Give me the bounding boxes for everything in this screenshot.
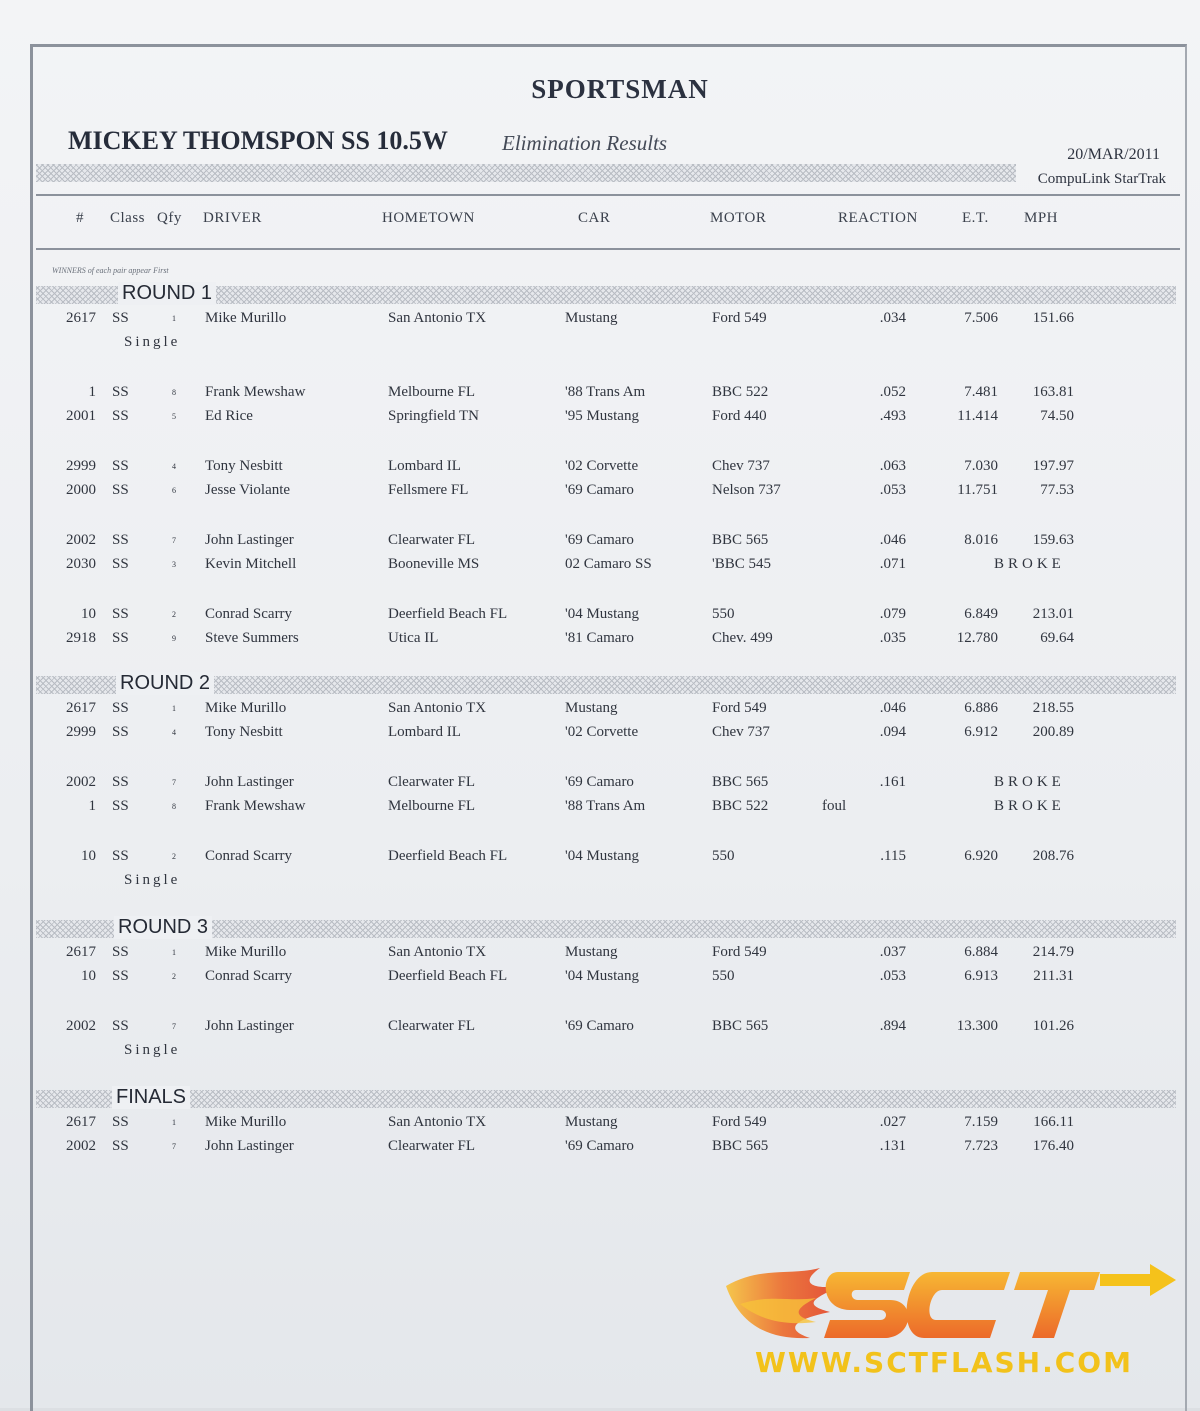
elapsed-time: 11.414 <box>957 408 998 424</box>
motor: Chev 737 <box>712 458 770 474</box>
car-model: '04 Mustang <box>565 968 639 984</box>
qualifying-position: 1 <box>172 1118 176 1127</box>
hometown: Melbourne FL <box>388 798 476 814</box>
car-number: 2002 <box>66 1138 96 1154</box>
car-number: 2999 <box>66 724 96 740</box>
car-model: '69 Camaro <box>565 532 634 548</box>
motor: Nelson 737 <box>712 482 781 498</box>
motor: BBC 522 <box>712 798 769 814</box>
class: SS <box>112 532 129 548</box>
speed-mph: 176.40 <box>1032 1138 1074 1154</box>
car-number: 2999 <box>66 458 96 474</box>
hometown: Melbourne FL <box>388 384 476 400</box>
reaction-time: .894 <box>879 1018 906 1034</box>
reaction-time: .034 <box>879 310 906 326</box>
elapsed-time: 6.920 <box>964 848 998 864</box>
car-model: Mustang <box>565 310 618 326</box>
reaction-time: .063 <box>879 458 906 474</box>
reaction-time: .027 <box>879 1114 906 1130</box>
car-number: 2617 <box>66 700 96 716</box>
qualifying-position: 1 <box>172 948 176 957</box>
single-run-label: Single <box>124 872 181 888</box>
elapsed-time: 7.723 <box>964 1138 998 1154</box>
car-model: '95 Mustang <box>565 408 639 424</box>
motor: Ford 549 <box>712 944 767 960</box>
reaction-time: .115 <box>880 848 906 864</box>
car-number: 2002 <box>66 774 96 790</box>
class: SS <box>112 848 129 864</box>
speed-mph: 200.89 <box>1032 724 1074 740</box>
car-number: 2001 <box>66 408 96 424</box>
speed-mph: 77.53 <box>1040 482 1074 498</box>
qualifying-position: 1 <box>172 704 176 713</box>
motor: Ford 549 <box>712 700 767 716</box>
reaction-time: .079 <box>879 606 906 622</box>
car-model: '04 Mustang <box>565 848 639 864</box>
motor: BBC 522 <box>712 384 769 400</box>
qualifying-position: 9 <box>172 634 176 643</box>
motor: 550 <box>712 606 735 622</box>
elapsed-time: 7.481 <box>964 384 998 400</box>
motor: BBC 565 <box>712 774 769 790</box>
driver-name: Mike Murillo <box>205 944 287 960</box>
speed-mph: 211.31 <box>1033 968 1074 984</box>
reaction-time: .037 <box>879 944 906 960</box>
driver-name: Mike Murillo <box>205 310 287 326</box>
header-rule-bottom <box>36 248 1180 250</box>
speed-mph: 208.76 <box>1032 848 1074 864</box>
broke-result: BROKE <box>994 798 1065 814</box>
driver-name: Ed Rice <box>205 408 253 424</box>
qualifying-position: 7 <box>172 778 176 787</box>
round-label: ROUND 3 <box>114 916 212 939</box>
hometown: Clearwater FL <box>388 1138 476 1154</box>
hometown: San Antonio TX <box>388 310 487 326</box>
class: SS <box>112 1018 129 1034</box>
car-model: '88 Trans Am <box>565 798 646 814</box>
column-header: Qfy <box>157 210 182 226</box>
column-header: DRIVER <box>203 210 262 226</box>
class: SS <box>112 798 129 814</box>
reaction-time: .493 <box>879 408 906 424</box>
qualifying-position: 2 <box>172 852 176 861</box>
car-number: 2617 <box>66 1114 96 1130</box>
car-number: 2617 <box>66 310 96 326</box>
elapsed-time: 6.912 <box>964 724 998 740</box>
motor: Chev. 499 <box>712 630 773 646</box>
class: SS <box>112 700 129 716</box>
driver-name: Conrad Scarry <box>205 606 293 622</box>
round-label: FINALS <box>112 1086 190 1109</box>
elapsed-time: 13.300 <box>956 1018 998 1034</box>
speed-mph: 163.81 <box>1032 384 1074 400</box>
speed-mph: 151.66 <box>1032 310 1074 326</box>
car-model: '02 Corvette <box>565 458 639 474</box>
reaction-time: .131 <box>879 1138 906 1154</box>
qualifying-position: 3 <box>172 560 176 569</box>
class: SS <box>112 556 129 572</box>
hometown: Clearwater FL <box>388 532 476 548</box>
hometown: Springfield TN <box>388 408 479 424</box>
car-model: '81 Camaro <box>565 630 634 646</box>
qualifying-position: 8 <box>172 388 176 397</box>
qualifying-position: 5 <box>172 412 176 421</box>
speed-mph: 197.97 <box>1032 458 1074 474</box>
class: SS <box>112 606 129 622</box>
class: SS <box>112 408 129 424</box>
car-number: 2002 <box>66 532 96 548</box>
car-number: 10 <box>81 606 96 622</box>
car-model: '69 Camaro <box>565 774 634 790</box>
motor: 'BBC 545 <box>712 556 771 572</box>
motor: Ford 549 <box>712 1114 767 1130</box>
car-model: '04 Mustang <box>565 606 639 622</box>
driver-name: John Lastinger <box>205 774 294 790</box>
timing-brand: CompuLink StarTrak <box>1037 171 1166 187</box>
car-number: 10 <box>81 848 96 864</box>
driver-name: Steve Summers <box>205 630 299 646</box>
qualifying-position: 7 <box>172 1022 176 1031</box>
broke-result: BROKE <box>994 774 1065 790</box>
class: SS <box>112 384 129 400</box>
single-run-label: Single <box>124 1042 181 1058</box>
motor: BBC 565 <box>712 532 769 548</box>
car-model: Mustang <box>565 700 618 716</box>
speed-mph: 101.26 <box>1032 1018 1074 1034</box>
hometown: San Antonio TX <box>388 700 487 716</box>
winners-note: WINNERS of each pair appear First <box>52 266 169 275</box>
hometown: Utica IL <box>388 630 439 646</box>
motor: BBC 565 <box>712 1138 769 1154</box>
round-label: ROUND 2 <box>116 672 214 695</box>
broke-result: BROKE <box>994 556 1065 572</box>
class: SS <box>112 630 129 646</box>
car-model: '69 Camaro <box>565 1138 634 1154</box>
column-header: MPH <box>1024 210 1059 226</box>
motor: BBC 565 <box>712 1018 769 1034</box>
event-subtitle: Elimination Results <box>502 131 668 155</box>
driver-name: Frank Mewshaw <box>205 798 306 814</box>
class: SS <box>112 774 129 790</box>
car-model: Mustang <box>565 1114 618 1130</box>
elapsed-time: 6.913 <box>964 968 998 984</box>
driver-name: John Lastinger <box>205 532 294 548</box>
column-header: REACTION <box>838 210 918 226</box>
qualifying-position: 4 <box>172 728 176 737</box>
elapsed-time: 6.886 <box>964 700 998 716</box>
hometown: Fellsmere FL <box>388 482 469 498</box>
column-header: E.T. <box>962 210 989 226</box>
hometown: Lombard IL <box>388 458 461 474</box>
hometown: Booneville MS <box>388 556 480 572</box>
round-hatch-band <box>36 1090 1176 1108</box>
driver-name: John Lastinger <box>205 1138 294 1154</box>
elapsed-time: 6.849 <box>964 606 998 622</box>
elapsed-time: 7.030 <box>964 458 998 474</box>
driver-name: Kevin Mitchell <box>205 556 297 572</box>
car-number: 10 <box>81 968 96 984</box>
car-number: 2617 <box>66 944 96 960</box>
elapsed-time: 7.506 <box>964 310 998 326</box>
class: SS <box>112 1114 129 1130</box>
elapsed-time: 7.159 <box>964 1114 998 1130</box>
driver-name: Conrad Scarry <box>205 848 293 864</box>
round-label: ROUND 1 <box>118 282 216 305</box>
elapsed-time: 11.751 <box>957 482 998 498</box>
qualifying-position: 6 <box>172 486 176 495</box>
qualifying-position: 4 <box>172 462 176 471</box>
motor: 550 <box>712 968 735 984</box>
qualifying-position: 1 <box>172 314 176 323</box>
logo-url: WWW.SCTFLASH.COM <box>755 1346 1133 1379</box>
reaction-time: .035 <box>879 630 906 646</box>
motor: Ford 549 <box>712 310 767 326</box>
driver-name: Mike Murillo <box>205 700 287 716</box>
driver-name: John Lastinger <box>205 1018 294 1034</box>
car-number: 2918 <box>66 630 96 646</box>
car-model: Mustang <box>565 944 618 960</box>
reaction-time: .053 <box>879 968 906 984</box>
speed-mph: 214.79 <box>1032 944 1074 960</box>
car-number: 1 <box>88 384 96 400</box>
qualifying-position: 2 <box>172 610 176 619</box>
elapsed-time: 8.016 <box>964 532 998 548</box>
speed-mph: 159.63 <box>1032 532 1074 548</box>
column-header: HOMETOWN <box>382 210 475 226</box>
elapsed-time: 6.884 <box>964 944 998 960</box>
speed-mph: 213.01 <box>1032 606 1074 622</box>
column-header: CAR <box>578 210 611 226</box>
class: SS <box>112 968 129 984</box>
hometown: Deerfield Beach FL <box>388 606 508 622</box>
speed-mph: 69.64 <box>1040 630 1074 646</box>
hometown: Lombard IL <box>388 724 461 740</box>
foul-flag: foul <box>822 798 847 814</box>
class: SS <box>112 482 129 498</box>
header-rule-top <box>36 194 1180 196</box>
hometown: Clearwater FL <box>388 774 476 790</box>
column-header: MOTOR <box>710 210 767 226</box>
qualifying-position: 2 <box>172 972 176 981</box>
car-model: '69 Camaro <box>565 1018 634 1034</box>
hometown: Deerfield Beach FL <box>388 968 508 984</box>
driver-name: Tony Nesbitt <box>205 458 283 474</box>
hometown: Deerfield Beach FL <box>388 848 508 864</box>
car-number: 2030 <box>66 556 96 572</box>
motor: Chev 737 <box>712 724 770 740</box>
driver-name: Mike Murillo <box>205 1114 287 1130</box>
reaction-time: .053 <box>879 482 906 498</box>
class: SS <box>112 310 129 326</box>
driver-name: Tony Nesbitt <box>205 724 283 740</box>
hometown: San Antonio TX <box>388 944 487 960</box>
event-title: MICKEY THOMSPON SS 10.5W <box>68 126 448 155</box>
qualifying-position: 7 <box>172 536 176 545</box>
driver-name: Frank Mewshaw <box>205 384 306 400</box>
hometown: Clearwater FL <box>388 1018 476 1034</box>
class: SS <box>112 944 129 960</box>
event-date: 20/MAR/2011 <box>1067 146 1160 163</box>
car-number: 2000 <box>66 482 96 498</box>
elapsed-time: 12.780 <box>956 630 998 646</box>
driver-name: Jesse Violante <box>205 482 291 498</box>
class: SS <box>112 724 129 740</box>
qualifying-position: 7 <box>172 1142 176 1151</box>
class: SS <box>112 458 129 474</box>
single-run-label: Single <box>124 334 181 350</box>
qualifying-position: 8 <box>172 802 176 811</box>
car-number: 2002 <box>66 1018 96 1034</box>
speed-mph: 218.55 <box>1032 700 1074 716</box>
sct-logo-letters <box>824 1272 1100 1338</box>
column-header: # <box>76 210 84 226</box>
reaction-time: .046 <box>879 700 906 716</box>
motor: 550 <box>712 848 735 864</box>
reaction-time: .161 <box>879 774 906 790</box>
reaction-time: .046 <box>879 532 906 548</box>
class: SS <box>112 1138 129 1154</box>
car-model: '88 Trans Am <box>565 384 646 400</box>
motor: Ford 440 <box>712 408 767 424</box>
reaction-time: .094 <box>879 724 906 740</box>
car-number: 1 <box>88 798 96 814</box>
driver-name: Conrad Scarry <box>205 968 293 984</box>
car-model: '02 Corvette <box>565 724 639 740</box>
car-model: 02 Camaro SS <box>565 556 652 572</box>
speed-mph: 166.11 <box>1033 1114 1074 1130</box>
car-model: '69 Camaro <box>565 482 634 498</box>
reaction-time: .052 <box>879 384 906 400</box>
speed-mph: 74.50 <box>1040 408 1074 424</box>
reaction-time: .071 <box>879 556 906 572</box>
hometown: San Antonio TX <box>388 1114 487 1130</box>
column-header: Class <box>110 210 146 226</box>
section-title: SPORTSMAN <box>531 74 709 104</box>
header-hatch-band <box>36 164 1016 182</box>
